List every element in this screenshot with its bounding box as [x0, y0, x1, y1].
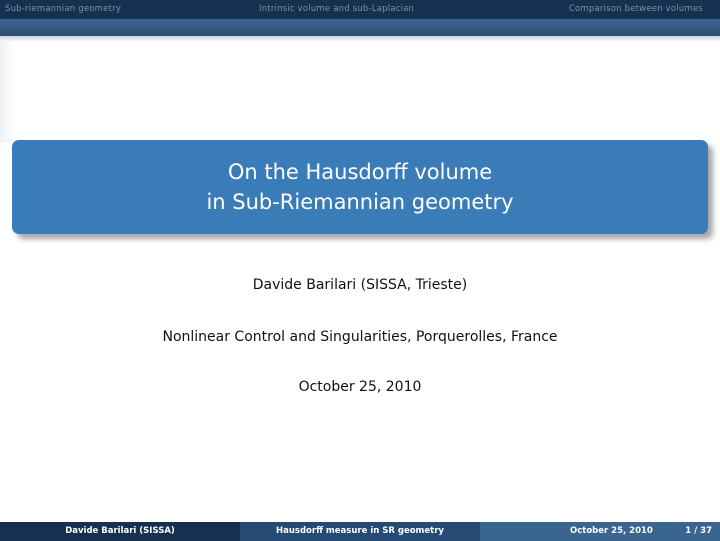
footer-short-title: Hausdorff measure in SR geometry [240, 522, 480, 541]
institute: Nonlinear Control and Singularities, Porquerolles, France [162, 329, 558, 345]
subsection-bar [0, 19, 720, 36]
footer-date: October 25, 2010 [570, 526, 653, 536]
nav-section-intrinsic-volume[interactable]: Intrinsic volume and sub-Laplacian [259, 4, 415, 14]
author: Davide Barilari (SISSA, Trieste) [252, 277, 468, 293]
footer-page-number: 1 / 37 [685, 526, 712, 536]
nav-section-sub-riemannian-geometry[interactable]: Sub-riemannian geometry [5, 4, 122, 14]
footer-date-page [480, 522, 720, 541]
title-block [12, 140, 708, 234]
presentation-title-line-1: On the Hausdorff volume [227, 160, 493, 184]
footer-author: Davide Barilari (SISSA) [0, 522, 240, 541]
left-shade [0, 42, 14, 142]
footer-bar [0, 522, 720, 541]
nav-section-comparison-volumes[interactable]: Comparison between volumes [568, 4, 703, 14]
header-fade [0, 36, 720, 42]
date: October 25, 2010 [298, 379, 422, 395]
section-navigation-bar [0, 0, 720, 19]
presentation-title-line-2: in Sub-Riemannian geometry [206, 190, 514, 214]
